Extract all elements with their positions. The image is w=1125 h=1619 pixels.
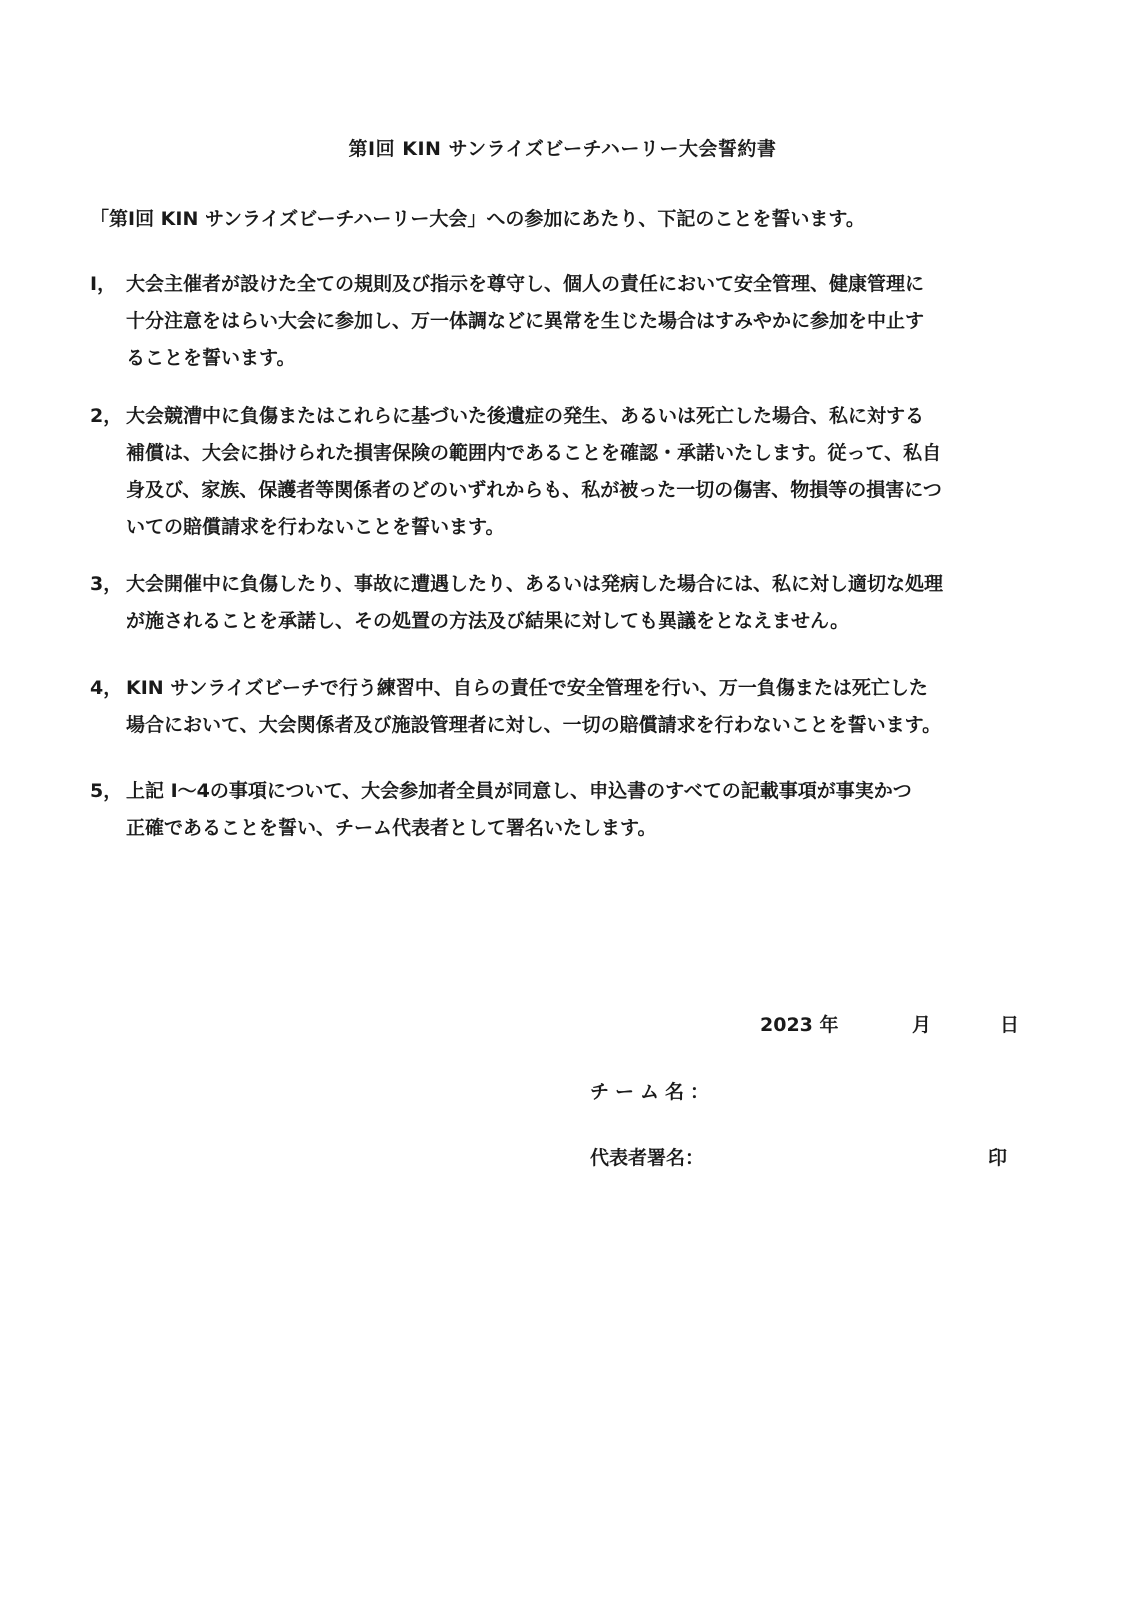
date-day: 日 — [1000, 1014, 1020, 1036]
clause-number: Ⅰ， — [90, 273, 117, 295]
clause-line: 身及び、家族、保護者等関係者のどのいずれからも、私が被った一切の傷害、物損等の損害につ — [126, 479, 942, 501]
clause-line: KIN サンライズビーチで行う練習中、自らの責任で安全管理を行い、万一負傷または死亡した — [126, 677, 928, 699]
clause-line: 補償は、大会に掛けられた損害保険の範囲内であることを確認・承諾いたします。従って、私自 — [126, 442, 942, 464]
clause-1 — [90, 266, 1045, 377]
date-year: 2023 年 — [760, 1014, 839, 1036]
seal-mark: 印 — [988, 1147, 1008, 1169]
clause-line: 場合において、大会関係者及び施設管理者に対し、一切の賠償請求を行わないことを誓います。 — [126, 714, 942, 736]
intro-paragraph: 「第Ⅰ回 KIN サンライズビーチハーリー大会」への参加にあたり、下記のことを誓います。 — [90, 208, 865, 230]
clause-4 — [90, 670, 1045, 744]
clause-line: いての賠償請求を行わないことを誓います。 — [126, 516, 505, 538]
clause-number: 4， — [90, 677, 123, 699]
clause-line: 十分注意をはらい大会に参加し、万一体調などに異常を生じた場合はすみやかに参加を中止す — [126, 310, 925, 332]
date-line — [760, 1010, 1060, 1040]
representative-signature-label: 代表者署名： — [590, 1147, 705, 1169]
clause-number: 5， — [90, 780, 123, 802]
clause-2 — [90, 398, 1045, 546]
date-month: 月 — [912, 1014, 932, 1036]
clause-line: 上記 Ⅰ～4の事項について、大会参加者全員が同意し、申込書のすべての記載事項が事実かつ — [126, 780, 912, 802]
clause-line: 正確であることを誓い、チーム代表者として署名いたします。 — [126, 817, 657, 839]
clause-line: が施されることを承諾し、その処置の方法及び結果に対しても異議をとなえません。 — [126, 610, 850, 632]
clause-line: 大会主催者が設けた全ての規則及び指示を尊守し、個人の責任において安全管理、健康管理に — [126, 273, 925, 295]
team-name-label: チーム名： — [590, 1081, 716, 1103]
document-title: 第Ⅰ回 KIN サンライズビーチハーリー大会誓約書 — [348, 138, 777, 160]
clause-line: 大会競漕中に負傷またはこれらに基づいた後遺症の発生、あるいは死亡した場合、私に対する — [126, 405, 925, 427]
clause-line: ることを誓います。 — [126, 347, 296, 369]
clause-number: 3， — [90, 573, 123, 595]
clause-3 — [90, 566, 1045, 640]
clause-line: 大会開催中に負傷したり、事故に遭遇したり、あるいは発病した場合には、私に対し適切な処理 — [126, 573, 944, 595]
clause-number: 2， — [90, 405, 123, 427]
clause-5 — [90, 773, 1045, 847]
